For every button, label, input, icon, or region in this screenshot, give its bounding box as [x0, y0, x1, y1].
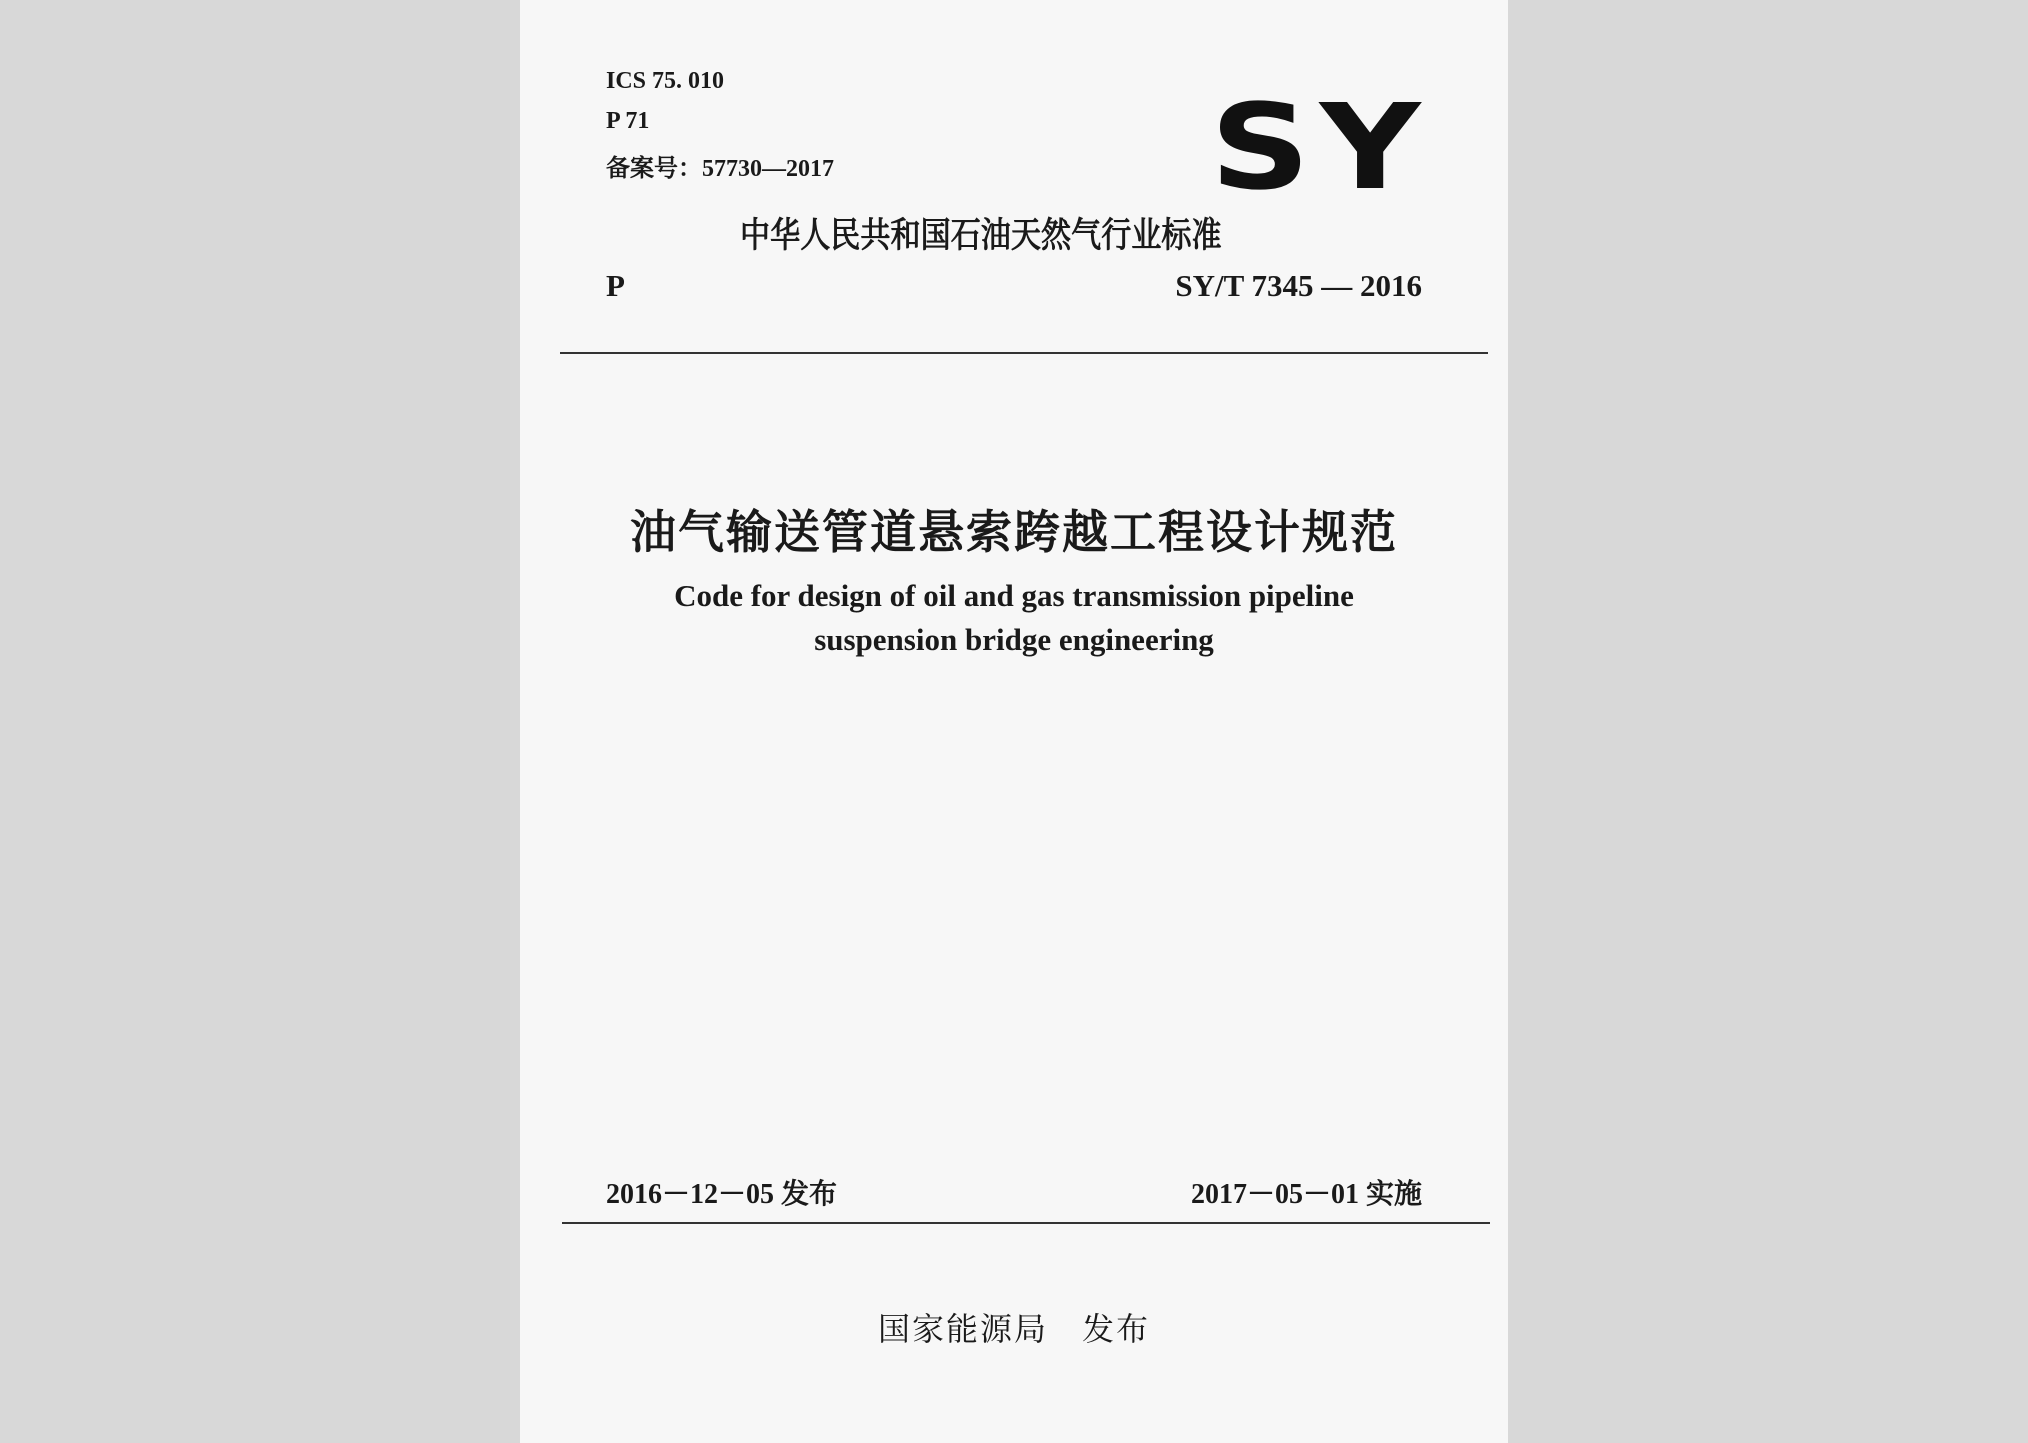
ics-code: ICS 75. 010: [606, 68, 725, 94]
sy-logo: SY: [1210, 78, 1430, 216]
code-letter: P: [606, 268, 625, 303]
issue-date: 2016－12－05 发布: [606, 1179, 838, 1210]
document-title-chinese: 油气输送管道悬索跨越工程设计规范: [630, 505, 1398, 559]
implementation-date: 2017－05－01 实施: [1190, 1179, 1422, 1210]
standard-number: SY/T 7345 — 2016: [1175, 268, 1422, 303]
standard-category-title: 中华人民共和国石油天然气行业标准: [740, 216, 1222, 256]
publisher: 国家能源局 发布: [877, 1310, 1150, 1348]
record-number: 备案号：57730—2017: [606, 156, 834, 182]
document-title-english-line1: Code for design of oil and gas transmission pipeline: [674, 578, 1354, 613]
footer-divider: [562, 1222, 1490, 1224]
document-title-english-line2: suspension bridge engineering: [814, 622, 1214, 657]
header-divider: [560, 352, 1488, 354]
document-cover-page: [520, 0, 1508, 1443]
classification-code: P 71: [606, 108, 650, 134]
